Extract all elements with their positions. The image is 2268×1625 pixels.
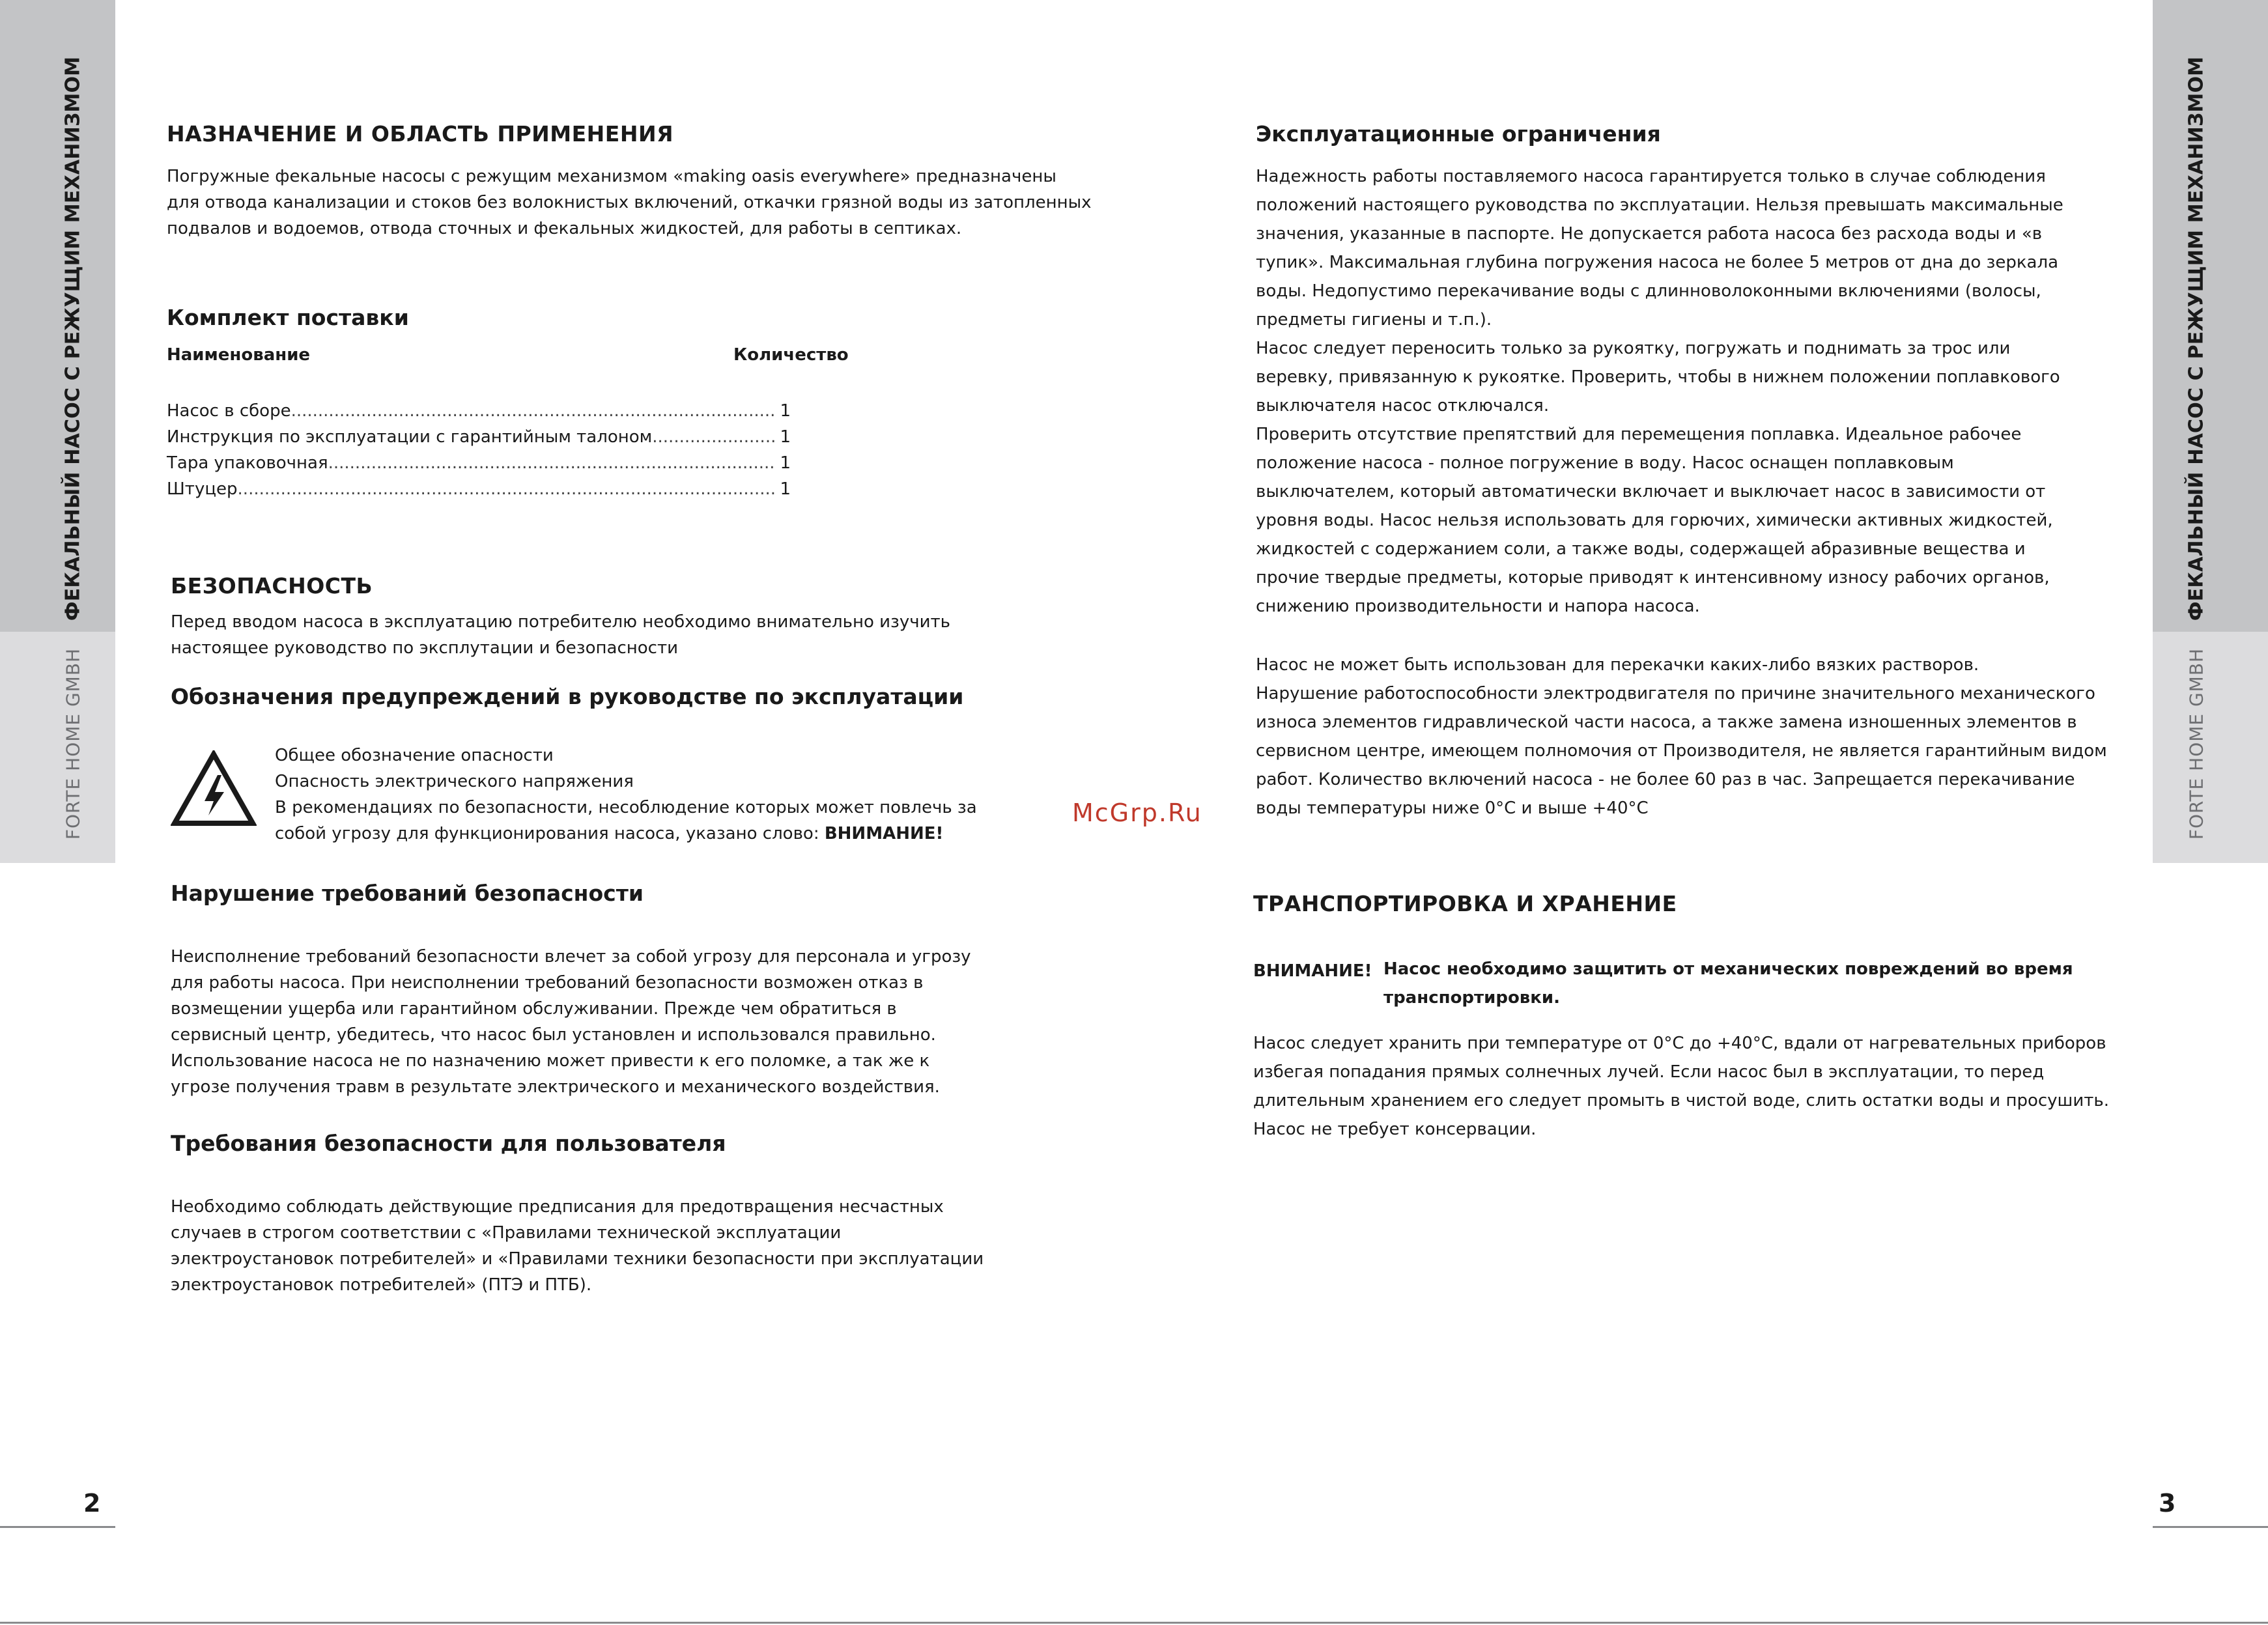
violation-line: для работы насоса. При неисполнении требований безопасности возможен отказ в: [171, 973, 924, 993]
user-safety-line: случаев в строгом соответствии с «Правилами технической эксплуатации: [171, 1223, 842, 1243]
kit-list: [167, 398, 791, 502]
high-voltage-warning-icon: [171, 750, 257, 827]
limits-line: прочие твердые предметы, которые приводят к интенсивному износу рабочих органов,: [1256, 568, 2050, 587]
limits-line: жидкостей с содержанием соли, а также воды, содержащей абразивные вещества и: [1256, 539, 2026, 559]
limits-extra-line: износа элементов гидравлической части насоса, а также замена изношенных элементов в: [1256, 713, 2077, 732]
safety-line: Перед вводом насоса в эксплуатацию потребителю необходимо внимательно изучить: [171, 612, 950, 632]
kit-col-qty-header: Количество: [733, 345, 849, 365]
user-safety-line: Необходимо соблюдать действующие предписания для предотвращения несчастных: [171, 1197, 944, 1217]
transport-warning-line: транспортировки.: [1383, 988, 1560, 1008]
left-side-tab-brand-block: [0, 632, 115, 863]
leader-dots: [652, 424, 774, 450]
transport-line: длительным хранением его следует промыть в чистой воде, слить остатки воды и просушить.: [1253, 1091, 2109, 1110]
transport-line: Насос не требует консервации.: [1253, 1120, 1537, 1139]
leader-dots: [291, 398, 775, 424]
warnings-heading: Обозначения предупреждений в руководстве по эксплуатации: [171, 684, 964, 709]
limits-extra-line: воды температуры ниже 0°С и выше +40°С: [1256, 798, 1649, 818]
violation-line: сервисный центр, убедитесь, что насос был установлен и использовался правильно.: [171, 1025, 936, 1045]
warning-recommendation-cont: [275, 821, 1056, 847]
kit-row: [167, 476, 791, 502]
transport-line: избегая попадания прямых солнечных лучей. Если насос был в эксплуатации, то перед: [1253, 1062, 2045, 1082]
page-number-right: 3: [2159, 1489, 2176, 1518]
kit-section: [167, 305, 948, 499]
kit-heading: Комплект поставки: [167, 305, 409, 330]
transport-warning-text: [1383, 955, 2133, 1012]
transport-warning-label: ВНИМАНИЕ!: [1253, 961, 1372, 981]
transport-warning-line: Насос необходимо защитить от механических повреждений во время: [1383, 959, 2073, 979]
safety-section: [171, 573, 1017, 661]
limits-line: выключателем, который автоматически включает и выключает насос в зависимости от: [1256, 482, 2046, 502]
warning-recommendation-text: собой угрозу для функционирования насоса, указано слово:: [275, 824, 825, 843]
limits-extra-line: Нарушение работоспособности электродвигателя по причине значительного механического: [1256, 684, 2095, 703]
kit-item-qty: 1: [780, 453, 791, 473]
violation-line: возмещении ущерба или гарантийном обслуживании. Прежде чем обратиться в: [171, 999, 897, 1019]
warning-recommendation: В рекомендациях по безопасности, несоблюдение которых может повлечь за: [275, 798, 977, 817]
left-side-tab-title-block: [0, 0, 115, 632]
right-side-title: ФЕКАЛЬНЫЙ НАСОС С РЕЖУЩИМ МЕХАНИЗМОМ: [2185, 56, 2208, 621]
safety-heading: БЕЗОПАСНОСТЬ: [171, 573, 373, 599]
limits-line: положение насоса - полное погружение в воду. Насос оснащен поплавковым: [1256, 453, 1954, 473]
kit-item-qty: 1: [780, 401, 791, 421]
kit-item-name: Штуцер: [167, 479, 238, 499]
kit-item-qty: 1: [780, 427, 791, 447]
limits-line: Проверить отсутствие препятствий для перемещения поплавка. Идеальное рабочее: [1256, 425, 2022, 444]
user-safety-heading: Требования безопасности для пользователя: [171, 1131, 726, 1156]
limits-extra-line: сервисном центре, имеющем полномочия от Производителя, не является гарантийным видом: [1256, 741, 2107, 761]
limits-line: Надежность работы поставляемого насоса гарантируется только в случае соблюдения: [1256, 167, 2046, 186]
kit-item-name: Насос в сборе: [167, 401, 291, 421]
limits-extra-line: работ. Количество включений насоса - не более 60 раз в час. Запрещается перекачивание: [1256, 770, 2075, 789]
page-number-left: 2: [83, 1489, 101, 1518]
violation-heading: Нарушение требований безопасности: [171, 881, 644, 906]
left-side-brand: FORTE HOME GMBH: [62, 647, 84, 840]
user-safety-section: [171, 1131, 1017, 1298]
warning-general: Общее обозначение опасности: [275, 746, 554, 765]
kit-col-name-header: Наименование: [167, 345, 311, 365]
warnings-text: [275, 742, 1056, 847]
warning-keyword: ВНИМАНИЕ!: [824, 824, 944, 843]
transport-section: [1253, 891, 2146, 1139]
limits-line: выключателя насос отключался.: [1256, 396, 1550, 416]
limits-line: воды. Недопустимо перекачивание воды с длинноволоконными включениями (волосы,: [1256, 281, 2041, 301]
bottom-rule: [0, 1622, 2268, 1624]
right-side-tab-title-block: [2153, 0, 2268, 632]
violation-line: Неисполнение требований безопасности влечет за собой угрозу для персонала и угрозу: [171, 947, 971, 967]
page-number-rule-left: [0, 1526, 115, 1528]
limits-heading: Эксплуатационные ограничения: [1256, 121, 1661, 147]
limits-line: положений настоящего руководства по эксплуатации. Нельзя превышать максимальные: [1256, 195, 2063, 215]
transport-body: [1253, 1029, 2146, 1144]
kit-item-name: Инструкция по эксплуатации с гарантийным талоном: [167, 427, 653, 447]
warning-electrical: Опасность электрического напряжения: [275, 772, 634, 791]
watermark-link[interactable]: McGrp.Ru: [1072, 798, 1202, 827]
purpose-heading: НАЗНАЧЕНИЕ И ОБЛАСТЬ ПРИМЕНЕНИЯ: [167, 121, 673, 147]
safety-line: настоящее руководство по эксплутации и безопасности: [171, 638, 678, 658]
limits-line: снижению производительности и напора насоса.: [1256, 597, 1700, 616]
transport-heading: ТРАНСПОРТИРОВКА И ХРАНЕНИЕ: [1253, 891, 1677, 916]
transport-line: Насос следует хранить при температуре от 0°С до +40°С, вдали от нагревательных приборов: [1253, 1034, 2106, 1053]
leader-dots: [238, 476, 775, 502]
purpose-line: подвалов и водоемов, отвода сточных и фекальных жидкостей, для работы в септиках.: [167, 219, 962, 238]
user-safety-line: электроустановок потребителей» и «Правилами техники безопасности при эксплуатации: [171, 1249, 984, 1269]
right-side-brand: FORTE HOME GMBH: [2185, 647, 2207, 840]
right-side-tab-brand-block: [2153, 632, 2268, 863]
left-side-title: ФЕКАЛЬНЫЙ НАСОС С РЕЖУЩИМ МЕХАНИЗМОМ: [61, 56, 85, 621]
kit-item-qty: 1: [780, 479, 791, 499]
warnings-section: [171, 684, 1083, 843]
violation-line: Использование насоса не по назначению может привести к его поломке, а так же к: [171, 1051, 930, 1071]
limits-line: предметы гигиены и т.п.).: [1256, 310, 1492, 330]
limits-extra-line: Насос не может быть использован для перекачки каких-либо вязких растворов.: [1256, 655, 1979, 675]
kit-row: [167, 424, 791, 450]
purpose-line: для отвода канализации и стоков без волокнистых включений, откачки грязной воды из затопленных: [167, 193, 1092, 212]
purpose-line: Погружные фекальные насосы с режущим механизмом «making oasis everywhere» предназначены: [167, 167, 1056, 186]
kit-row: [167, 398, 791, 424]
limits-line: тупик». Максимальная глубина погружения насоса не более 5 метров от дна до зеркала: [1256, 253, 2059, 272]
limits-line: Насос следует переносить только за рукоятку, погружать и поднимать за трос или: [1256, 339, 2011, 358]
limits-line: уровня воды. Насос нельзя использовать для горючих, химически активных жидкостей,: [1256, 511, 2053, 530]
limits-section: [1256, 121, 2142, 823]
page-number-rule-right: [2153, 1526, 2268, 1528]
kit-row: [167, 450, 791, 476]
limits-line: значения, указанные в паспорте. Не допускается работа насоса без расхода воды и «в: [1256, 224, 2043, 244]
kit-item-name: Тара упаковочная: [167, 453, 328, 473]
violation-section: [171, 881, 1017, 1100]
violation-line: угрозе получения травм в результате электрического и механического воздействия.: [171, 1077, 940, 1097]
leader-dots: [328, 450, 775, 476]
user-safety-line: электроустановок потребителей» (ПТЭ и ПТБ).: [171, 1275, 592, 1295]
limits-line: веревку, привязанную к рукоятке. Проверить, чтобы в нижнем положении поплавкового: [1256, 367, 2060, 387]
purpose-section: [167, 121, 1111, 242]
